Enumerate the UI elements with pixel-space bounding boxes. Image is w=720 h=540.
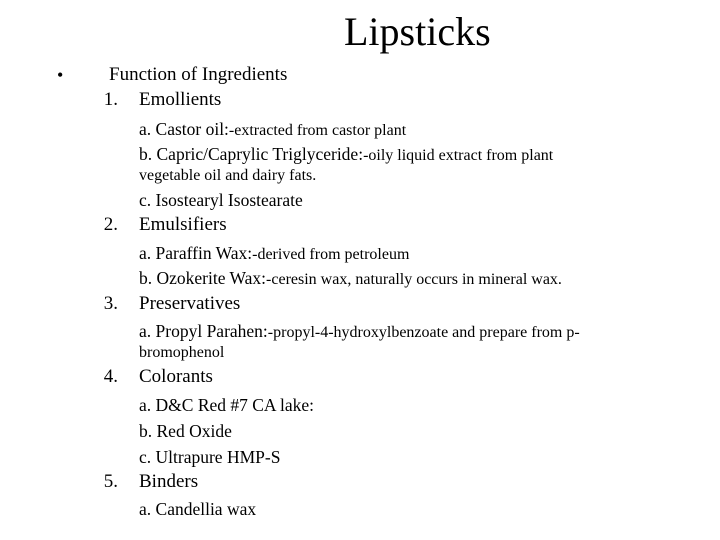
ingredient-name: b. Red Oxide: [139, 421, 232, 441]
ingredient-item: [139, 143, 553, 167]
ingredient-item: [139, 394, 314, 416]
ingredient-item: [139, 242, 409, 266]
ingredient-item: [139, 118, 406, 142]
ingredient-item: [139, 446, 280, 468]
ingredient-name: a. Paraffin Wax:: [139, 243, 253, 263]
section-heading: Function of Ingredients: [109, 64, 288, 85]
ingredient-name: c. Ultrapure HMP-S: [139, 447, 281, 467]
ingredient-item: [139, 189, 303, 211]
section-number: 1.: [103, 89, 118, 110]
ingredient-description: -ceresin wax, naturally occurs in mineral wax.: [266, 271, 562, 288]
ingredient-description-continuation: bromophenol: [139, 344, 225, 361]
ingredient-item: [139, 498, 256, 520]
ingredient-name: a. Propyl Parahen:: [139, 321, 268, 341]
ingredient-name: a. Castor oil:: [139, 119, 229, 139]
slide-title: Lipsticks: [344, 9, 491, 54]
section-number: 2.: [103, 214, 118, 235]
ingredient-name: c. Isostearyl Isostearate: [139, 190, 303, 210]
section-name: Emollients: [139, 89, 222, 110]
ingredient-description: -oily liquid extract from plant: [363, 147, 554, 164]
section-name: Preservatives: [139, 293, 241, 314]
ingredient-name: b. Ozokerite Wax:: [139, 268, 267, 288]
bullet-marker: •: [57, 65, 64, 85]
ingredient-item: [139, 267, 562, 291]
section-name: Emulsifiers: [139, 214, 227, 235]
ingredient-item: [139, 420, 232, 442]
section-number: 4.: [103, 366, 118, 387]
ingredient-name: a. D&C Red #7 CA lake:: [139, 395, 314, 415]
section-name: Colorants: [139, 366, 213, 387]
section-number: 5.: [103, 471, 118, 492]
section-name: Binders: [139, 471, 199, 492]
ingredient-item: [139, 320, 580, 344]
ingredient-description-continuation: vegetable oil and dairy fats.: [139, 167, 317, 184]
ingredient-description: -extracted from castor plant: [228, 122, 407, 139]
section-number: 3.: [103, 293, 118, 314]
ingredient-name: b. Capric/Caprylic Triglyceride:: [139, 144, 364, 164]
ingredient-description: -propyl-4-hydroxylbenzoate and prepare from p-: [267, 324, 580, 341]
ingredient-description: -derived from petroleum: [252, 246, 410, 263]
ingredient-name: a. Candellia wax: [139, 499, 257, 519]
